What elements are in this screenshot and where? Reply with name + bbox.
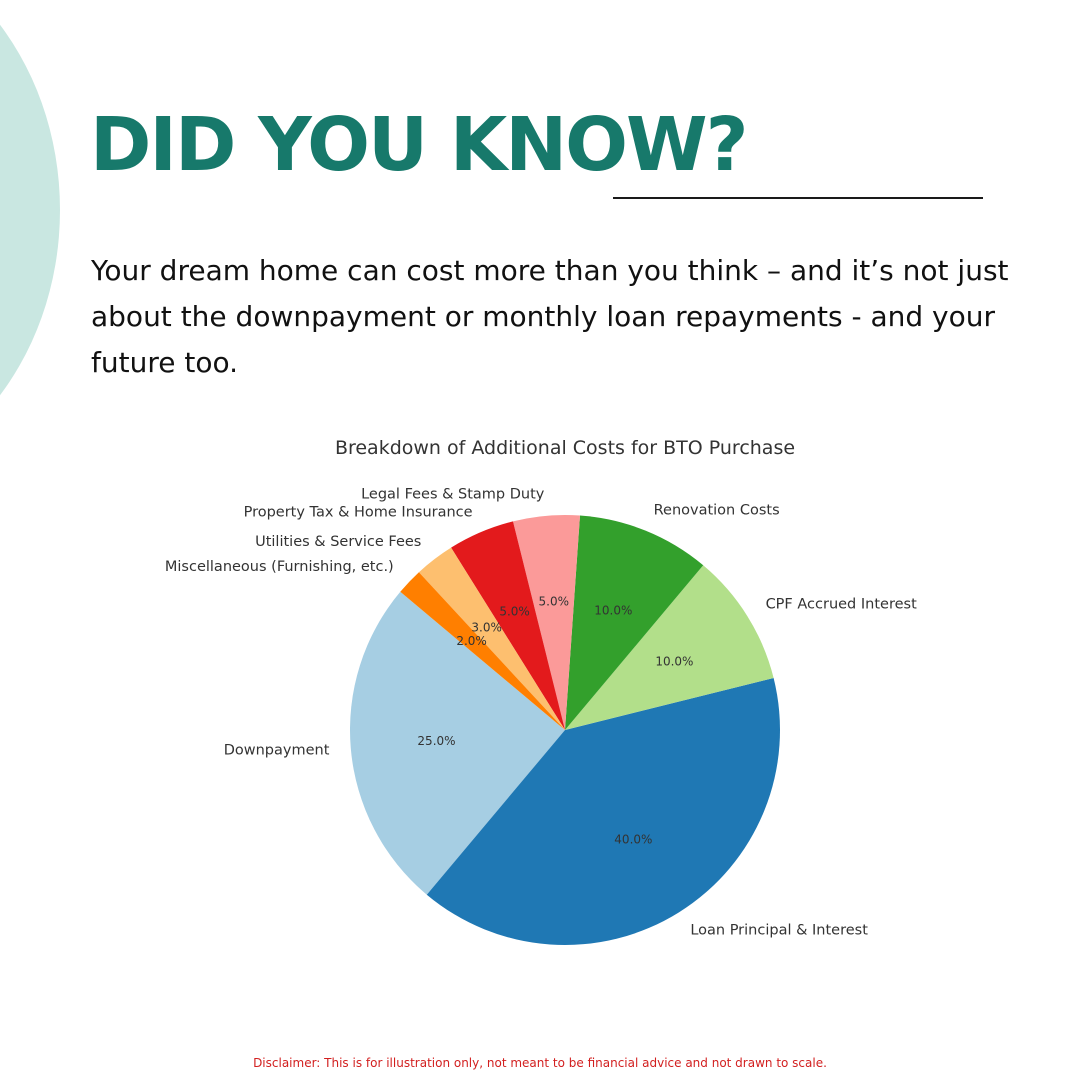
pie-category-label: CPF Accrued Interest xyxy=(765,596,917,613)
disclaimer: Disclaimer: This is for illustration only, not meant to be financial advice and not drawn to scale. xyxy=(253,1056,827,1070)
pie-percent-label: 10.0% xyxy=(594,603,633,618)
pie-percent-label: 25.0% xyxy=(417,734,456,749)
pie-category-label: Downpayment xyxy=(223,742,330,759)
pie-percent-label: 2.0% xyxy=(456,634,487,649)
pie-category-label: Utilities & Service Fees xyxy=(255,534,422,551)
headline: DID YOU KNOW? xyxy=(90,102,747,188)
pie-percent-label: 10.0% xyxy=(655,654,694,669)
pie-category-label: Loan Principal & Interest xyxy=(690,922,868,939)
headline-underline xyxy=(613,197,983,199)
pie-category-label: Legal Fees & Stamp Duty xyxy=(361,486,545,503)
pie-percent-label: 5.0% xyxy=(538,594,570,609)
pie-percent-label: 40.0% xyxy=(614,832,653,847)
intro-text: Your dream home can cost more than you think – and it’s not just about the downpayment or monthly loan repayments - and your future too. xyxy=(91,254,1009,379)
chart-title: Breakdown of Additional Costs for BTO Purchase xyxy=(334,437,796,459)
pie-slices xyxy=(350,515,780,945)
pie-chart xyxy=(0,420,1080,1040)
pie-percent-label: 3.0% xyxy=(471,620,502,635)
pie-category-label: Miscellaneous (Furnishing, etc.) xyxy=(164,558,394,575)
decorative-circle xyxy=(0,0,60,490)
pie-category-label: Renovation Costs xyxy=(653,502,780,519)
pie-percent-label: 5.0% xyxy=(499,604,530,619)
pie-category-label: Property Tax & Home Insurance xyxy=(243,504,473,521)
